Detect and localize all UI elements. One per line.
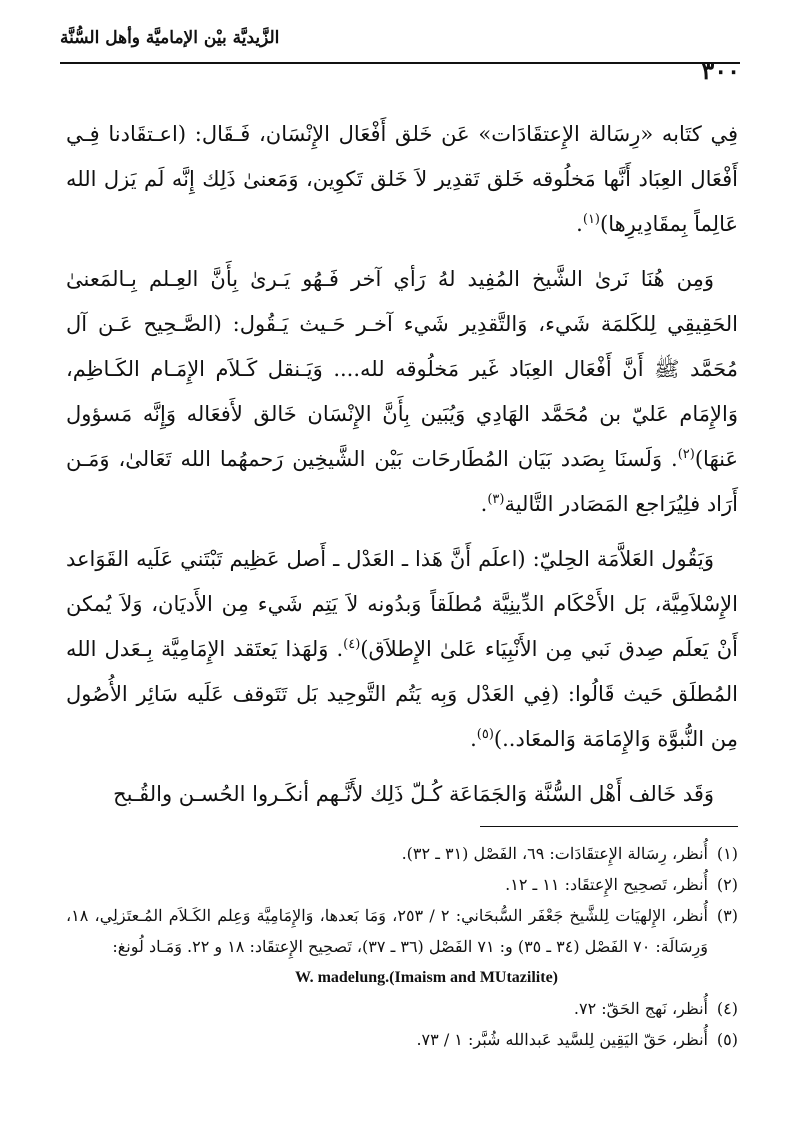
footnote-3 — [66, 900, 738, 993]
footnote-divider — [480, 826, 738, 827]
paragraph-4 — [66, 772, 738, 817]
footnote-ref[interactable]: (٢) — [677, 447, 695, 462]
paragraph-text: وَمِن هُنَا نَرىٰ الشَّيخ المُفِيد لهُ رَأي آخر فَـهُو يَـرىٰ بِأَنَّ العِـلم بِـالمَعنىٰ الحَقِيقِي لِلكَلمَة شَيء، وَالتَّقدِير شَيء آخـر حَـيث يَـقُول: (الصَّـحِيح عَـن آل مُحَمَّد ﷺ أَنَّ أَفْعَال العِبَاد غَير مَخلُوقه لله.... وَيَـنقل كَـلاَم الإِمَـام الكَـاظِم، وَالإِمَام عَليّ بن مُحَمَّد الهَادِي وَيُبَين بِأَنَّ الإِنْسَان خَالق لأَفعَاله وَإِنَّه مَسؤول عَنهَا) — [66, 267, 738, 471]
paragraph-2 — [66, 257, 738, 527]
footnote-latin-citation: W. madelung.(Imaism and MUtazilite) — [295, 969, 558, 986]
running-title: الزَّيديَّة بيْن الإماميَّة وأهل السُّنَّة — [60, 28, 280, 48]
footnote-ref[interactable]: (٤) — [343, 637, 361, 652]
paragraph-1 — [66, 112, 738, 247]
header-divider — [60, 62, 740, 64]
main-text — [66, 112, 738, 817]
footnote-text: أُنظر، نَهج الحَقّ: ٧٢. — [573, 999, 708, 1018]
paragraph-tail: . — [470, 727, 477, 751]
page-number: ٣٠٠ — [701, 56, 740, 85]
footnote-number: (٢) — [716, 875, 738, 894]
footnote-number: (٥) — [716, 1030, 738, 1049]
footnote-1 — [66, 838, 738, 869]
footnote-ref[interactable]: (١) — [582, 212, 600, 227]
paragraph-text: وَيَقُول العَلاَّمَة الحِليّ: (اعلَم أَنَّ هَذا ـ العَدْل ـ أَصل عَظِيم تَبْتَني عَلَيه القَوَاعد الإِسْلاَمِيَّة، بَل الأَحْكَام الدِّينِيَّة مُطلَقاً وَبدُونه لاَ يَتِم شَيء مِن الأَديَان، وَلاَ يُمكن أَنْ يَعلَم صِدق نَبي مِن الأَنْبِيَاء عَلىٰ الإِطلاَق) — [66, 547, 738, 661]
footnotes — [66, 838, 738, 1055]
paragraph-text: فِي كتَابه «رِسَالة الإِعتقَادَات» عَن خَلق أَفْعَال الإِنْسَان، فَـقَال: (اعـتقَادنا فِـي أَفْعَال العِبَاد أَنَّها مَخلُوقه خَلق تَقدِير لاَ خَلق تَكوِين، وَمَعنىٰ ذَلِك إِنَّه لَم يَزل الله عَالِماً بِمقَادِيرِها) — [66, 122, 738, 236]
footnote-text: أُنظر، الإِلهيَات لِلشَّيخ جَعْفَر السُّبحَاني: ٢ / ٢٥٣، وَمَا بَعدها، وَالإِمَامِيَّة وَعِلم الكَـلاَم المُـعتَزلِي، ١٨، وَرِسَالَة: ٧٠ الفَصْل (٣٤ ـ ٣٥) و: ٧١ الفَصْل (٣٦ ـ ٣٧)، تَصحِيح الإِعتقَاد: ١٨ و ٢٢. وَمَـاد لُونغ: — [66, 906, 709, 956]
paragraph-tail: . وَلَسنَا بِصَدد بَيَان المُطَارحَات بَيْن الشَّيخِين رَحمهُما الله تَعَالىٰ، وَمَـن أَرَاد فلِيُرَاجع المَصَادر التَّالية — [66, 447, 738, 516]
footnote-number: (١) — [716, 844, 738, 863]
footnote-text-container — [66, 900, 708, 993]
paragraph-text: وَقَد خَالف أَهْل السُّنَّة وَالجَمَاعَة كُـلّ ذَلِك لأَنَّـهم أنكَـروا الحُسـن والقُـبح — [113, 782, 714, 806]
footnote-number: (٣) — [716, 906, 738, 925]
footnote-ref[interactable]: (٣) — [487, 492, 505, 507]
running-header — [60, 28, 740, 85]
footnote-4 — [66, 993, 738, 1024]
paragraph-tail: . وَلهَذا يَعتَقد الإِمَامِيَّة بِـعَدل الله المُطلَق حَيث قَالُوا: (فِي العَدْل وَبِه يَتُم التَّوحِيد بَل تَتَوقف عَلَيه سَائِر الأُصُول مِن النُّبوَّة وَالإِمَامَة وَالمعَاد..) — [66, 637, 738, 751]
paragraph-3 — [66, 537, 738, 762]
footnote-text: أُنظر، حَقّ اليَقِين لِلسَّيد عَبدالله شُبَّر: ١ / ٧٣. — [416, 1030, 708, 1049]
footnote-text: أُنظر، رِسَالة الإِعتقَادَات: ٦٩، الفَصْل (٣١ ـ ٣٢). — [401, 844, 708, 863]
footnote-5 — [66, 1024, 738, 1055]
paragraph-tail: . — [576, 212, 583, 236]
footnote-2 — [66, 869, 738, 900]
paragraph-tail: . — [480, 492, 488, 516]
footnote-number: (٤) — [716, 999, 738, 1018]
footnote-ref[interactable]: (٥) — [476, 727, 494, 742]
footnote-text: أُنظر، تَصحِيح الإِعتقَاد: ١١ ـ ١٢. — [505, 875, 708, 894]
